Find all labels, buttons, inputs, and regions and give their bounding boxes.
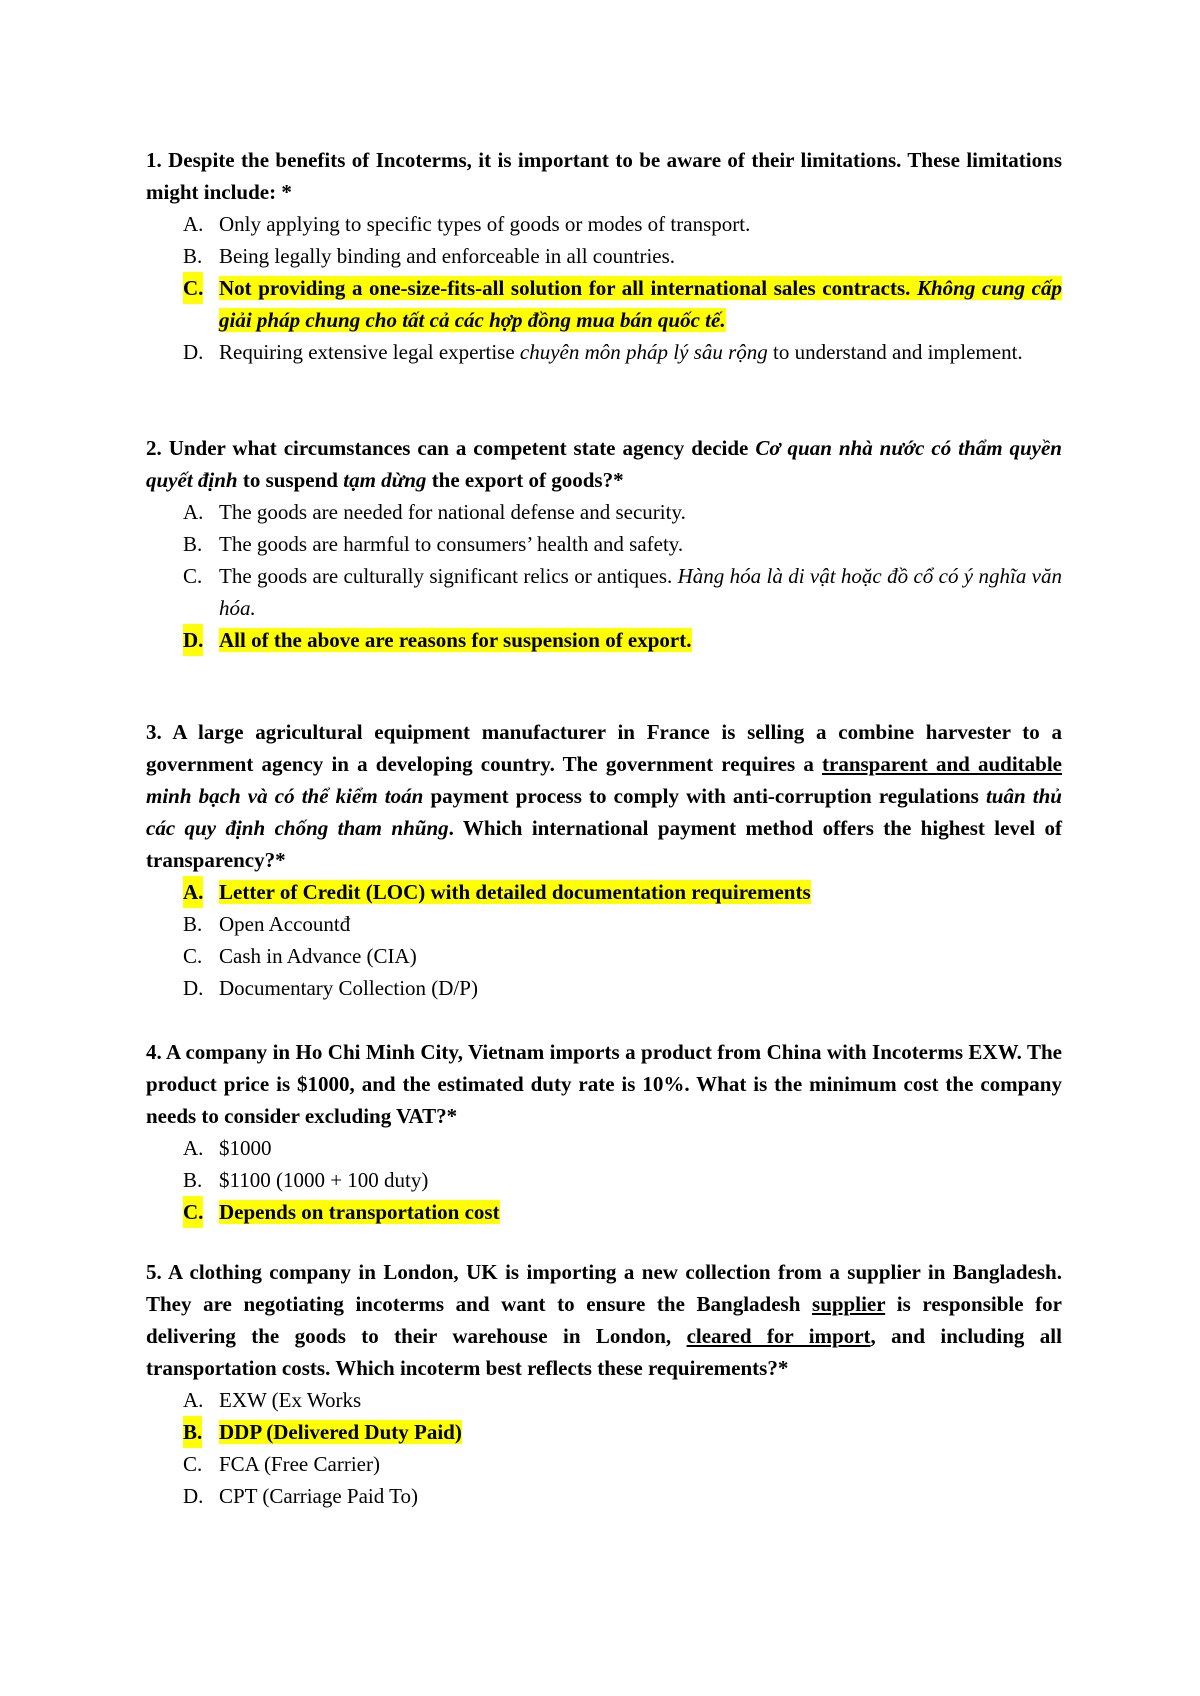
answer-option-correct [146, 876, 1062, 908]
option-letter: B. [183, 1416, 202, 1448]
answer-option-correct [146, 624, 1062, 656]
option-text: FCA (Free Carrier) [219, 1452, 380, 1476]
answer-options [146, 496, 1062, 656]
answer-option [146, 1132, 1062, 1164]
question-text: payment process to comply with anti-corruption regulations [423, 784, 986, 808]
vietnamese-translation: tuân thủ các quy định chống tham nhũng [146, 784, 1062, 840]
option-text: Being legally binding and enforceable in all countries. [219, 244, 676, 268]
option-letter: C. [183, 272, 203, 304]
option-letter: A. [183, 1136, 204, 1160]
answer-options [146, 876, 1062, 1004]
option-letter: D. [183, 976, 204, 1000]
question-stem [146, 1256, 1062, 1384]
question-text: the export of goods?* [426, 468, 624, 492]
vietnamese-translation: minh bạch và có thể kiểm toán [146, 784, 424, 808]
answer-option [146, 496, 1062, 528]
option-letter: B. [183, 532, 203, 556]
option-text: to understand and implement. [767, 340, 1023, 364]
vietnamese-translation: Cơ quan nhà nước có thẩm quyền quyết định [146, 436, 1062, 492]
option-text: All of the above are reasons for suspension of export. [219, 628, 692, 652]
answer-option [146, 1448, 1062, 1480]
vietnamese-translation: Hàng hóa là di vật hoặc đồ cổ có ý nghĩa văn hóa. [219, 564, 1062, 620]
question-stem [146, 1036, 1062, 1132]
question-stem [146, 432, 1062, 496]
option-text: EXW (Ex Works [219, 1388, 362, 1412]
option-text: The goods are culturally significant relics or antiques. [219, 564, 678, 588]
option-letter: A. [183, 212, 204, 236]
question-text: 4. A company in Ho Chi Minh City, Vietnam imports a product from China with Incoterms EXW. The product price is $1000, and the estimated duty rate is 10%. What is the minimum cost the company needs to consider excluding VAT?* [146, 1040, 1062, 1128]
answer-option [146, 336, 1062, 368]
answer-option-correct [146, 1196, 1062, 1228]
question-2 [146, 432, 1062, 656]
vietnamese-translation: Không cung cấp giải pháp chung cho tất cả các hợp đồng mua bán quốc tế. [219, 276, 1062, 332]
question-text: . Which international payment method offers the highest level of transparency?* [146, 816, 1062, 872]
answer-option [146, 1480, 1062, 1512]
option-letter: C. [183, 944, 203, 968]
option-letter: B. [183, 1168, 203, 1192]
underlined-text: transparent and auditable [822, 752, 1062, 776]
answer-options [146, 208, 1062, 368]
answer-options [146, 1132, 1062, 1228]
answer-option [146, 560, 1062, 624]
option-letter: C. [183, 1196, 203, 1228]
vietnamese-translation: tạm dừng [343, 468, 427, 492]
answer-option [146, 528, 1062, 560]
answer-option-correct [146, 272, 1062, 336]
option-text: Cash in Advance (CIA) [219, 944, 417, 968]
option-letter: B. [183, 244, 203, 268]
option-text: Only applying to specific types of goods or modes of transport. [219, 212, 751, 236]
question-text: is responsible for delivering the goods to their warehouse in London, [146, 1292, 1062, 1348]
answer-option-correct [146, 1416, 1062, 1448]
question-text: , and including all transportation costs. Which incoterm best reflects these requirements?* [146, 1324, 1062, 1380]
option-letter: B. [183, 912, 203, 936]
option-letter: D. [183, 1484, 204, 1508]
option-text: $1000 [219, 1136, 272, 1160]
question-5 [146, 1256, 1062, 1512]
question-stem [146, 716, 1062, 876]
option-text: The goods are needed for national defense and security. [219, 500, 686, 524]
answer-option [146, 1164, 1062, 1196]
underlined-text: supplier [812, 1292, 886, 1316]
answer-option [146, 908, 1062, 940]
option-text: DDP (Delivered Duty Paid) [219, 1420, 462, 1444]
question-1 [146, 144, 1062, 368]
question-text: 5. A clothing company in London, UK is importing a new collection from a supplier in Bangladesh. They are negotiating incoterms and want to ensure the Bangladesh [146, 1260, 1062, 1316]
option-text: Letter of Credit (LOC) with detailed documentation requirements [219, 880, 811, 904]
question-3 [146, 716, 1062, 1004]
option-letter: C. [183, 564, 203, 588]
option-letter: D. [183, 340, 204, 364]
answer-options [146, 1384, 1062, 1512]
answer-option [146, 1384, 1062, 1416]
option-letter: A. [183, 1388, 204, 1412]
question-text: 2. Under what circumstances can a competent state agency decide [146, 436, 756, 460]
answer-option [146, 240, 1062, 272]
underlined-text: cleared for import [686, 1324, 871, 1348]
answer-option [146, 972, 1062, 1004]
option-text: Requiring extensive legal expertise [219, 340, 520, 364]
option-text: CPT (Carriage Paid To) [219, 1484, 418, 1508]
answer-option [146, 940, 1062, 972]
option-text: Depends on transportation cost [219, 1200, 500, 1224]
question-4 [146, 1036, 1062, 1228]
option-text: $1100 (1000 + 100 duty) [219, 1168, 429, 1192]
option-letter: C. [183, 1452, 203, 1476]
question-text: 3. A large agricultural equipment manufacturer in France is selling a combine harvester to a government agency in a developing country. The government requires a [146, 720, 1062, 776]
option-letter: D. [183, 624, 203, 656]
option-text: Open Accountđ [219, 912, 351, 936]
vietnamese-translation: chuyên môn pháp lý sâu rộng [519, 340, 768, 364]
answer-option [146, 208, 1062, 240]
option-text: Not providing a one-size-fits-all solution for all international sales contracts. [219, 276, 917, 300]
question-text: 1. Despite the benefits of Incoterms, it is important to be aware of their limitations. These limitations might include: * [146, 148, 1062, 204]
option-letter: A. [183, 500, 204, 524]
option-text: The goods are harmful to consumers’ health and safety. [219, 532, 684, 556]
option-letter: A. [183, 876, 203, 908]
question-text: to suspend [237, 468, 344, 492]
question-stem [146, 144, 1062, 208]
option-text: Documentary Collection (D/P) [219, 976, 478, 1000]
